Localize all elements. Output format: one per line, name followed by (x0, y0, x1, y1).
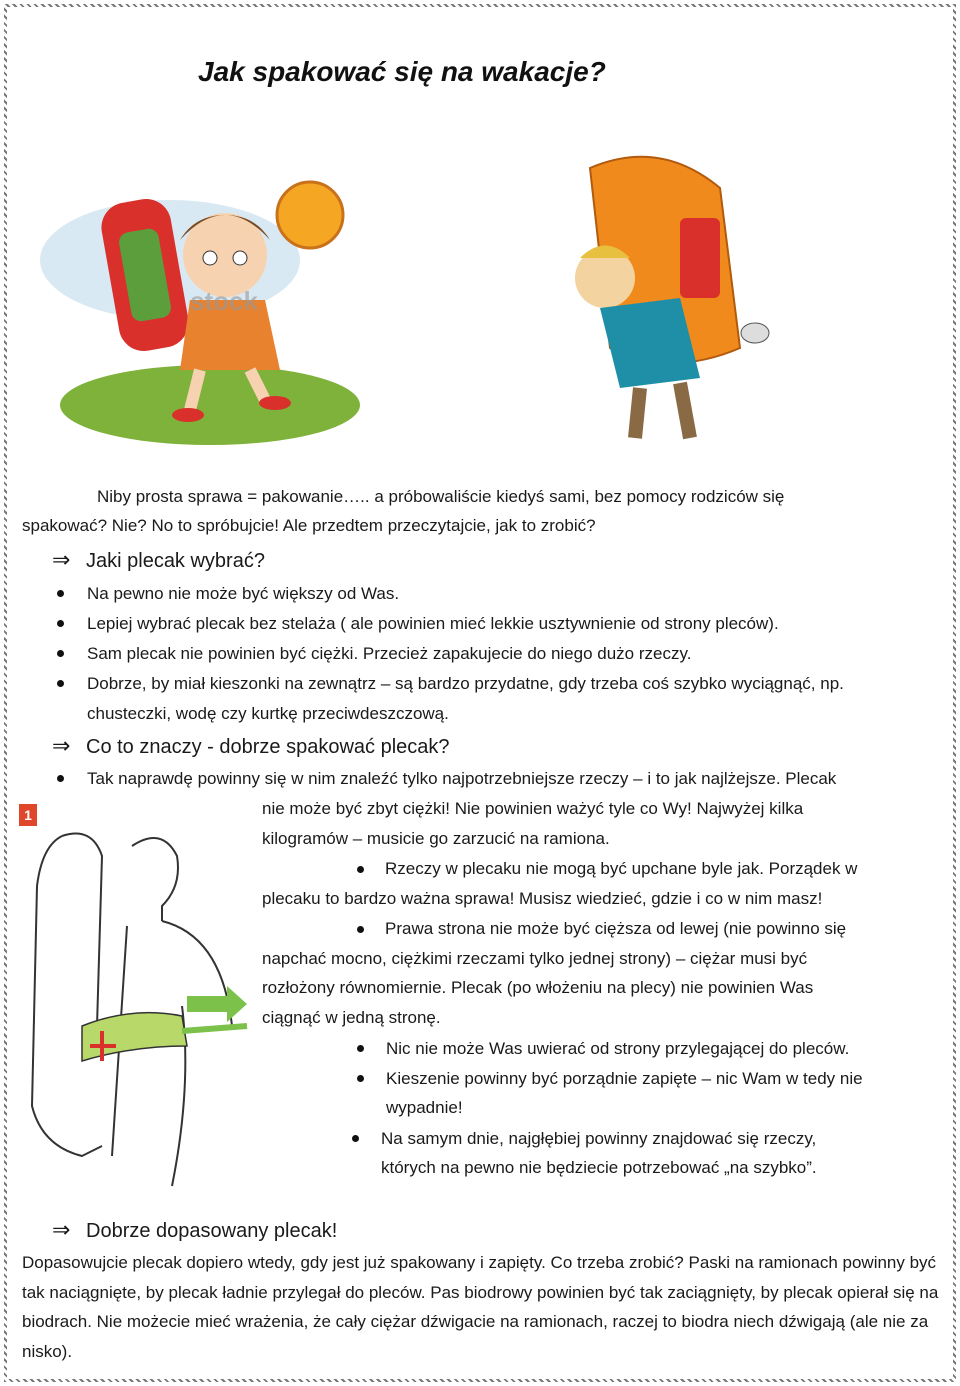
page-title: Jak spakować się na wakacje? (198, 56, 606, 87)
bullet-icon (57, 775, 64, 782)
section2-b3-line3: rozłożony równomiernie. Plecak (po włożeniu na plecy) nie powinien Was (262, 978, 814, 997)
arrow-icon: ⇒ (52, 733, 71, 758)
section2-b3-line2: napchać mocno, ciężkimi rzeczami tylko jednej strony) – ciężar musi być (262, 949, 808, 968)
arrow-icon: ⇒ (52, 1217, 71, 1242)
section1-heading: Jaki plecak wybrać? (86, 550, 265, 572)
bullet-icon (352, 1135, 359, 1142)
section1-bullet-1: Na pewno nie może być większy od Was. (87, 584, 400, 603)
section2-b6-line2: których na pewno nie będziecie potrzebować „na szybko”. (381, 1158, 817, 1177)
section1-bullet-4-cont: chusteczki, wodę czy kurtkę przeciwdeszczową. (87, 704, 449, 723)
stock-watermark: stock (190, 286, 258, 316)
section1-bullet-2: Lepiej wybrać plecak bez stelaża ( ale powinien mieć lekkie usztywnienie od strony pleców). (87, 614, 779, 633)
section2-b1-line3: kilogramów – musicie go zarzucić na ramiona. (262, 829, 610, 848)
intro-line-2: spakować? Nie? No to spróbujcie! Ale przedtem przeczytajcie, jak to zrobić? (22, 516, 596, 535)
bullet-icon (57, 650, 64, 657)
figure-number: 1 (19, 804, 37, 826)
section2-b5-line2: wypadnie! (386, 1098, 463, 1117)
section2-b5-line1: Kieszenie powinny być porządnie zapięte – nic Wam w tedy nie (386, 1069, 863, 1088)
section2-b2-line1: Rzeczy w plecaku nie mogą być upchane byle jak. Porządek w (385, 859, 858, 878)
man-with-backpack-illustration (22, 826, 252, 1188)
section2-b1-line2: nie może być zbyt ciężki! Nie powinien ważyć tyle co Wy! Najwyżej kilka (262, 799, 804, 818)
arrow-icon: ⇒ (52, 547, 71, 572)
bullet-icon (57, 680, 64, 687)
section1-bullet-3: Sam plecak nie powinien być ciężki. Przecież zapakujecie do niego dużo rzeczy. (87, 644, 692, 663)
bullet-icon (357, 866, 364, 873)
section2-b3-line4: ciągnąć w jedną stronę. (262, 1008, 441, 1027)
section3-paragraph: Dopasowujcie plecak dopiero wtedy, gdy jest już spakowany i zapięty. Co trzeba zrobić? Paski na ramionach powinny być tak naciągnięte, by plecak ładnie przylegał do pleców. Pas biodrowy powinien być tak zaciągnięty, by plecak opierał się na biodrach. Nie możecie mieć wrażenia, że cały ciężar dźwigacie na ramionach, raczej to biodra niech dźwigają (ale nie za nisko). (22, 1253, 939, 1361)
section2-b6-line1: Na samym dnie, najgłębiej powinny znajdować się rzeczy, (381, 1129, 817, 1148)
girl-hiker-illustration (40, 160, 360, 450)
bullet-icon (57, 590, 64, 597)
bullet-icon (57, 620, 64, 627)
boy-hiker-illustration (530, 148, 790, 448)
section2-b2-line2: plecaku to bardzo ważna sprawa! Musisz wiedzieć, gdzie i co w nim masz! (262, 889, 823, 908)
bullet-icon (357, 926, 364, 933)
section2-heading: Co to znaczy - dobrze spakować plecak? (86, 736, 450, 758)
section2-b4: Nic nie może Was uwierać od strony przylegającej do pleców. (386, 1039, 850, 1058)
section2-b3-line1: Prawa strona nie może być cięższa od lewej (nie powinno się (385, 919, 847, 938)
section1-bullet-4: Dobrze, by miał kieszonki na zewnątrz – są bardzo przydatne, gdy trzeba coś szybko wyciągnąć, np. (87, 674, 844, 693)
intro-line-1: Niby prosta sprawa = pakowanie….. a próbowaliście kiedyś sami, bez pomocy rodziców się (97, 487, 785, 506)
bullet-icon (357, 1045, 364, 1052)
bullet-icon (357, 1075, 364, 1082)
section2-b1-line1: Tak naprawdę powinny się w nim znaleźć tylko najpotrzebniejsze rzeczy – i to jak najlżejsze. Plecak (87, 769, 837, 788)
section3-heading: Dobrze dopasowany plecak! (86, 1220, 338, 1242)
